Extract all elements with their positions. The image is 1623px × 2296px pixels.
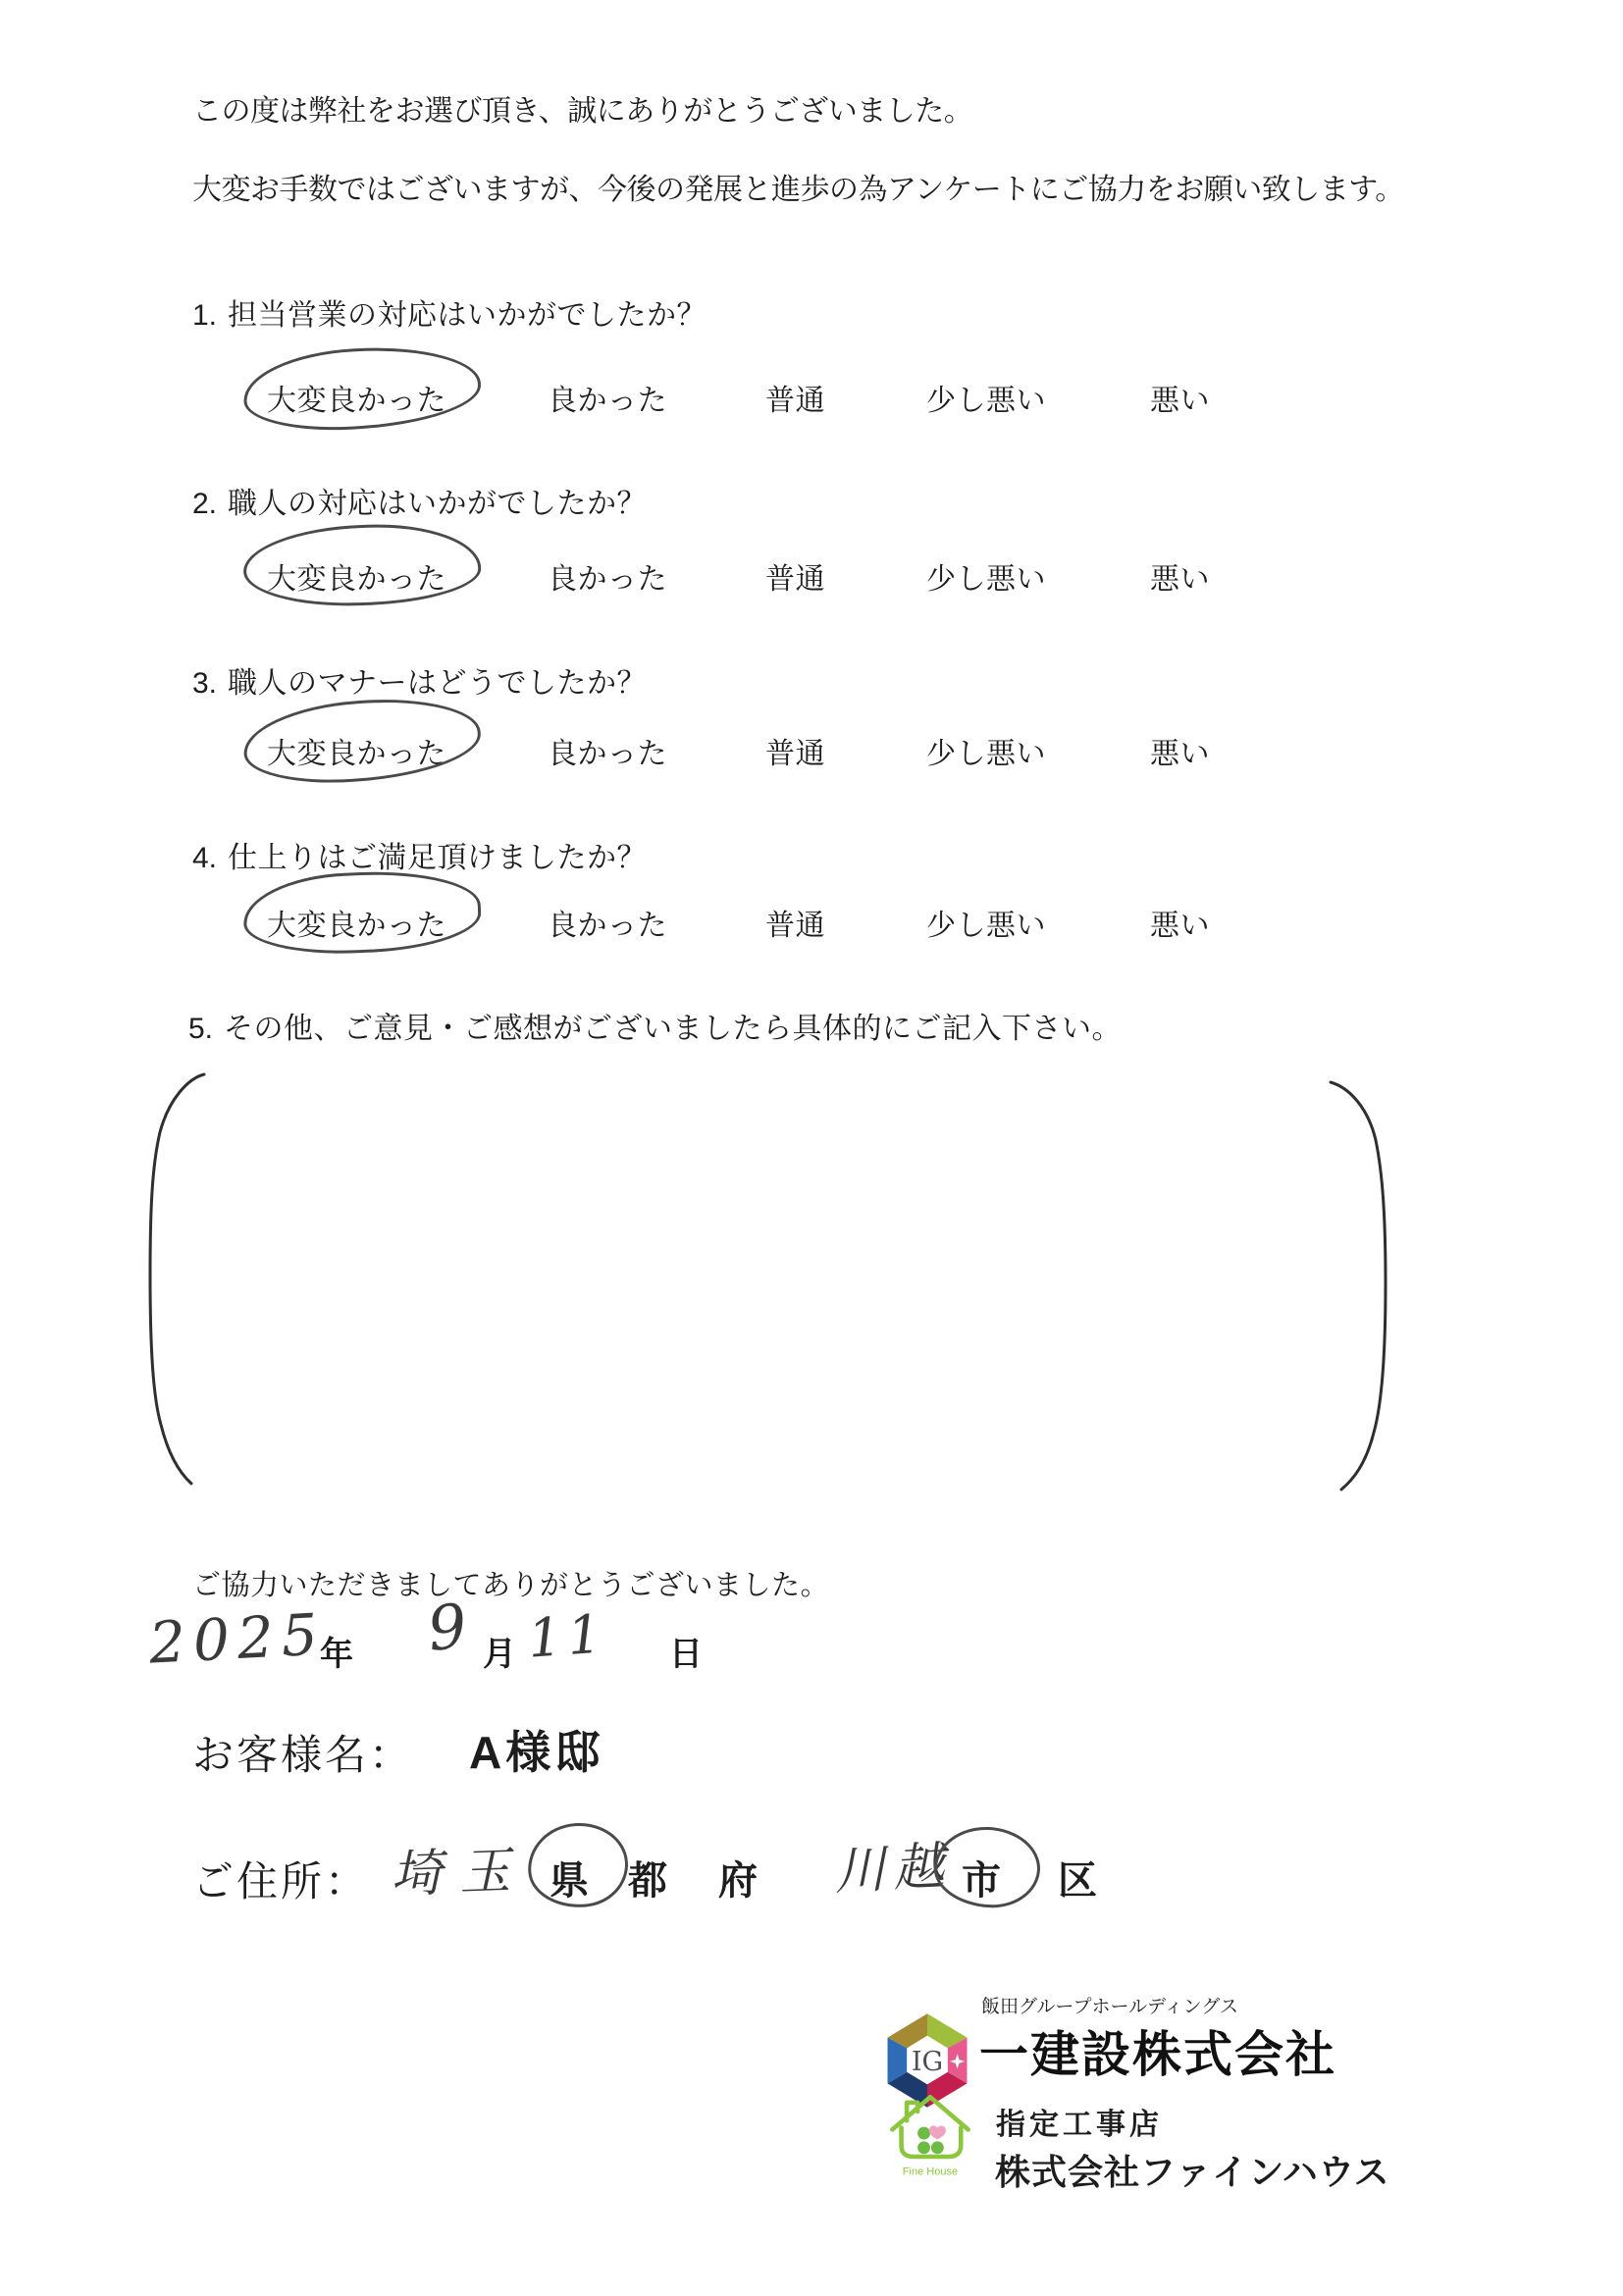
option-bad: 悪い (1150, 563, 1210, 596)
date-month-suffix: 月 (483, 1636, 516, 1673)
date-year-suffix: 年 (320, 1636, 353, 1673)
question-3-label (192, 658, 647, 702)
option-very-good: 大変良かった (267, 738, 446, 770)
date-month-value: 9 (424, 1590, 471, 1665)
designation-label: 指定工事店 (996, 2109, 1163, 2141)
option-good: 良かった (548, 738, 667, 770)
option-slightly-bad: 少し悪い (926, 563, 1046, 596)
question-5-label (188, 1004, 1122, 1047)
address-unit-to: 都 (628, 1859, 667, 1903)
address-unit-ken: 県 (550, 1859, 589, 1903)
thanks-line: ご協力いただきましてありがとうございました。 (192, 1570, 830, 1601)
option-normal: 普通 (765, 385, 825, 417)
question-1-text: 担当営業の対応はいかがでしたか？ (228, 299, 707, 332)
company-name: 一建設株式会社 (979, 2025, 1336, 2083)
comment-left-bracket (147, 1071, 208, 1487)
address-city-value: 川越 (832, 1836, 954, 1903)
comment-box (147, 1071, 1393, 1493)
question-2-number: 2. (192, 488, 218, 520)
group-name: 飯田グループホールディングス (981, 1997, 1239, 2017)
date-day-value: 11 (525, 1602, 609, 1670)
builder-name: 株式会社ファインハウス (995, 2152, 1390, 2192)
option-slightly-bad: 少し悪い (926, 910, 1046, 942)
question-4-text: 仕上りはご満足頂けましたか？ (228, 842, 647, 874)
intro-line-1: この度は弊社をお選び頂き、誠にありがとうございました。 (192, 95, 973, 128)
customer-name-value: A様邸 (469, 1727, 604, 1778)
option-bad: 悪い (1150, 910, 1210, 942)
address-label: ご住所： (192, 1858, 370, 1905)
question-1-options (0, 376, 1623, 435)
question-4-number: 4. (192, 842, 218, 874)
prefecture-unit-circle (525, 1820, 631, 1911)
option-bad: 悪い (1150, 738, 1210, 770)
question-2-label (192, 479, 647, 522)
question-4-label (192, 833, 647, 876)
option-slightly-bad: 少し悪い (926, 385, 1046, 417)
option-very-good: 大変良かった (267, 563, 446, 596)
date-year-value: 2025 (147, 1600, 328, 1677)
address-unit-ku: 区 (1058, 1859, 1097, 1903)
question-2-text: 職人の対応はいかがでしたか？ (228, 488, 647, 520)
option-very-good: 大変良かった (267, 910, 446, 942)
option-slightly-bad: 少し悪い (926, 738, 1046, 770)
selected-option-circle (241, 342, 483, 436)
option-good: 良かった (548, 563, 667, 596)
option-bad: 悪い (1150, 385, 1210, 417)
option-good: 良かった (548, 910, 667, 942)
ig-logo-text: IG (911, 2046, 944, 2077)
option-normal: 普通 (765, 738, 825, 770)
option-very-good: 大変良かった (267, 385, 446, 417)
heart-icon (929, 2125, 946, 2139)
fine-house-logo-text: Fine House (902, 2166, 959, 2178)
question-4-options (0, 901, 1623, 960)
comment-right-bracket (1325, 1079, 1389, 1495)
question-5-text: その他、ご意見・ご感想がございましたら具体的にご記入下さい。 (224, 1013, 1122, 1045)
option-good: 良かった (548, 385, 667, 417)
customer-name-label: お客様名： (192, 1732, 414, 1778)
question-2-options (0, 554, 1623, 613)
address-unit-shi: 市 (962, 1859, 1001, 1903)
fine-house-logo-icon (885, 2088, 975, 2180)
date-day-suffix: 日 (669, 1636, 703, 1673)
question-3-number: 3. (192, 667, 218, 700)
intro-line-2: 大変お手数ではございますが、今後の発展と進歩の為アンケートにご協力をお願い致します。 (192, 174, 1404, 206)
question-3-options (0, 729, 1623, 788)
question-3-text: 職人のマナーはどうでしたか？ (228, 667, 647, 700)
question-1-label (192, 290, 707, 334)
address-prefecture-value: 埼玉 (390, 1841, 530, 1905)
option-normal: 普通 (765, 910, 825, 942)
question-5-number: 5. (188, 1013, 214, 1045)
option-normal: 普通 (765, 563, 825, 596)
selected-option-circle (241, 867, 482, 958)
address-unit-fu: 府 (718, 1859, 758, 1903)
question-1-number: 1. (192, 299, 218, 332)
selected-option-circle (240, 693, 483, 790)
